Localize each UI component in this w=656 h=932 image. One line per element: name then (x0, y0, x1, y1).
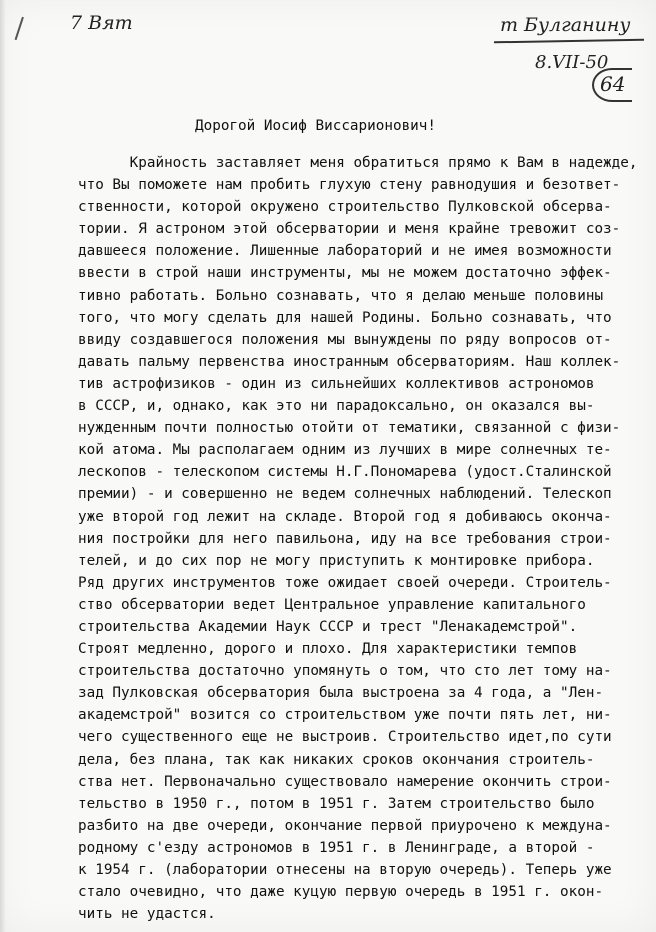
letter-line: зад Пулковская обсерватория была выстроена за 4 года, а "Лен- (78, 685, 604, 702)
letter-line: ввести в строй наши инструменты, мы не можем достаточно эффек- (78, 265, 612, 282)
letter-line: лескопов - телескопом системы Н.Г.Пономарева (удост.Сталинской (78, 464, 612, 481)
letter-line: стало очевидно, что даже куцую первую очередь в 1951 г. окон- (78, 884, 604, 901)
letter-body (78, 152, 648, 925)
letter-line: давшееся положение. Лишенные лабораторий и не имея возможности (78, 243, 612, 260)
letter-line: дела, без плана, так как никаких сроков окончания строитель- (78, 751, 595, 768)
letter-line: в СССР, и, однако, как это ни парадоксально, он оказался вы- (78, 398, 595, 415)
handwritten-note-top-right (500, 14, 630, 36)
page-number: 64 (600, 72, 626, 96)
letter-line: Ряд других инструментов тоже ожидает своей очереди. Строитель- (78, 574, 612, 591)
letter-line: ство обсерватории ведет Центральное управление капитального (78, 596, 586, 613)
letter-line: чего существенного еще не выстроив. Строительство идет,по сути (78, 729, 612, 746)
letter-line: ния постройки для него павильона, иду на все требования строи- (78, 530, 612, 547)
handwritten-note-top-left (70, 12, 133, 34)
letter-line: давать пальму первенства иностранным обсерваториям. Наш коллек- (78, 353, 621, 370)
letter-line: строительства Академии Наук СССР и трест "Ленакадемстрой". (78, 618, 578, 635)
letter-salutation: Дорогой Иосиф Виссарионович! (195, 118, 437, 134)
letter-line: ства нет. Первоначально существовало намерение окончить строи- (78, 773, 612, 790)
scan-edge-shadow (0, 0, 6, 932)
letter-line: что Вы поможете нам пробить глухую стену равнодушия и безответ- (78, 177, 621, 194)
letter-line: премии) - и совершенно не ведем солнечных наблюдений. Телескоп (78, 486, 612, 503)
letter-line: разбито на две очереди, окончание первой приурочено к междуна- (78, 817, 612, 834)
letter-line: тивно работать. Больно сознавать, что я делаю меньше половины (78, 287, 604, 304)
letter-line: уже второй год лежит на складе. Второй год я добиваюсь оконча- (78, 508, 612, 525)
letter-line: Крайность заставляет меня обратиться прямо к Вам в надежде, (78, 155, 638, 171)
letter-line: кой атома. Мы располагаем одним из лучших в мире солнечных те- (78, 442, 612, 459)
letter-line: тории. Я астроном этой обсерватории и меня крайне тревожит соз- (78, 221, 621, 238)
letter-line: тив астрофизиков - один из сильнейших коллективов астрономов (78, 375, 595, 392)
letter-line: Строят медленно, дорого и плохо. Для характеристики темпов (78, 641, 578, 658)
letter-line: тельство в 1950 г., потом в 1951 г. Затем строительство было (78, 795, 595, 812)
letter-line: академстрой" возится со строительством уже почти пять лет, ни- (78, 707, 612, 724)
handwritten-date: 8.VII-50 (535, 52, 609, 73)
letter-line: того, что могу сделать для нашей Родины. Больно сознавать, что (78, 309, 612, 326)
letter-line: ввиду создавшегося положения мы вынуждены по ряду вопросов от- (78, 331, 612, 348)
handwritten-underline (494, 39, 644, 44)
handwritten-addressee: т Булганину (500, 14, 631, 36)
letter-line: к 1954 г. (лаборатории отнесены на вторую очередь). Теперь уже (78, 862, 612, 878)
letter-line: строительства достаточно упомянуть о том, что сто лет тому на- (78, 663, 612, 680)
letter-line: родному с'езду астрономов в 1951 г. в Ленинграде, а второй - (78, 839, 595, 856)
handwritten-note-top-left-text: 7 Вят (70, 12, 133, 34)
letter-line: телей, и до сих пор не могу приступить к монтировке прибора. (78, 552, 595, 569)
letter-line: ственности, которой окружено строительство Пулковской обсерва- (78, 199, 612, 216)
letter-line: нужденным почти полностью отойти от тематики, связанной с физи- (78, 420, 621, 437)
letter-line: чить не удастся. (78, 906, 216, 923)
pencil-mark (15, 17, 34, 44)
